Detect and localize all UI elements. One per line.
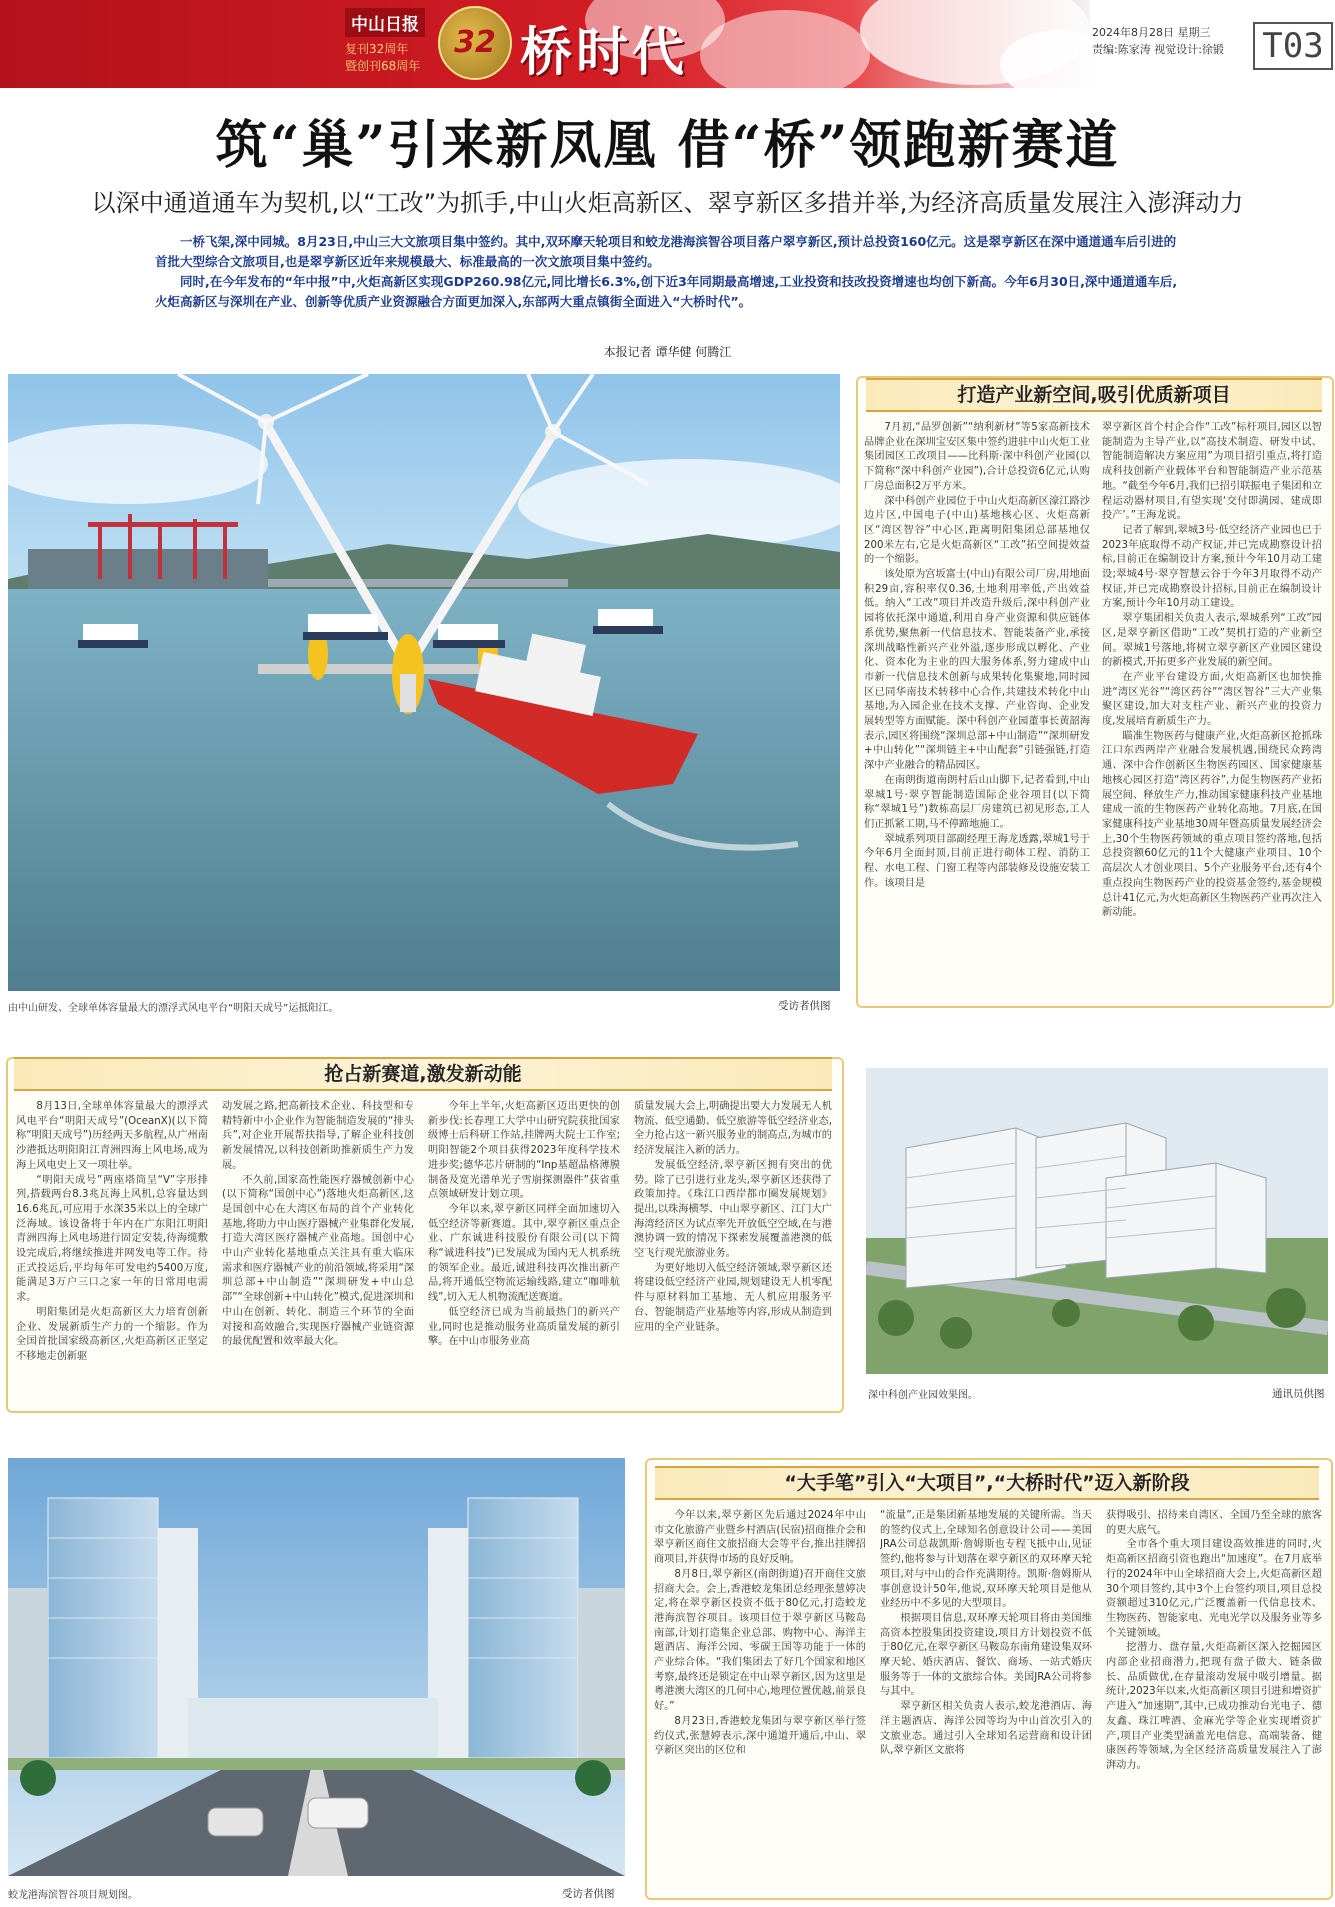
paragraph: 根据项目信息,双环摩天轮项目将由美国维高资本控股集团投资建设,项目方计划投资不低于80亿元,在翠亨新区马鞍岛东南角建设集双环摩天轮、婚庆酒店、餐饮、商场、一站式婚庆服务等于一体的文旅综合体。美国JRA公司将参与其中。 [880, 1612, 1092, 1698]
anniversary-logo [438, 6, 512, 80]
park-photo-credit: 通讯员供图 [1272, 1388, 1325, 1400]
lead-paragraph-1: 一桥飞架,深中同城。8月23日,中山三大文旅项目集中签约。其中,双环摩天轮项目和蛟龙港海滨智谷项目落户翠亨新区,预计总投资160亿元。这是翠亨新区在深中通道通车后引进的首批大型综合文旅项目,也是翠亨新区近年来规模最大、标准最高的一次文旅项目集中签约。 [155, 234, 1177, 269]
paragraph: 8月23日,香港蛟龙集团与翠亨新区举行签约仪式,张慧婷表示,深中通道开通后,中山、翠亨新区突出的区位和 [654, 1715, 866, 1757]
editor-credits: 责编:陈家涛 视觉设计:徐锻 [1092, 43, 1224, 56]
paragraph: 今年上半年,火炬高新区迈出更快的创新步伐:长春理工大学中山研究院获批国家级博士后科研工作站,挂牌两大院士工作室;明阳智能2个项目获得2023年度科学技术进步奖;德华芯片研制的“Inp基超晶格薄膜制备及宽光谱单光子雪崩探测器件”获省重点领域研发计划立项。 [428, 1101, 620, 1201]
paragraph: 今年以来,翠亨新区同样全面加速切入低空经济等新赛道。其中,翠亨新区重点企业、广东诚进科技股份有限公司(以下简称“诚进科技”)已发展成为国内无人机系统的领军企业。最近,诚进科技再次推出新产品,将开通低空物流运输线路,建立“咖啡航线”,切入无人机物流配送赛道。 [428, 1203, 620, 1304]
paragraph: 记者了解到,翠城3号·低空经济产业园也已于2023年底取得不动产权证,并已完成勘察设计招标,目前正在编制设计方案,预计今年10月动工建设;翠城4号·翠亨智慧云谷于今年3月取得不动产权证,并已完成勘察设计招标,目前正在编制设计方案,预计今年10月动工建设。 [1102, 524, 1322, 610]
paragraph: 8月8日,翠亨新区(南朗街道)召开商住文旅招商大会。会上,香港蛟龙集团总经理张慧婷决定,将在翠亨新区投资不低于80亿元,打造蛟龙港海滨智谷项目。该项目位于翠亨新区马鞍岛南部,计划打造集企业总部、购物中心、海洋主题酒店、海洋公园、零碳王国等功能于一体的产业综合体。“我们集团去了好几个国家和地区考察,最终还是锁定在中山翠亨新区,因为这里是粤港澳大湾区的几何中心,地理位置优越,前景良好。” [654, 1568, 866, 1713]
paragraph: 在产业平台建设方面,火炬高新区也加快推进“湾区光谷”“湾区药谷”“湾区智谷”三大产业集聚区建设,加大对支柱产业、新兴产业的投资力度,发展培育新质生产力。 [1102, 671, 1322, 728]
headline: 筑“巢”引来新凤凰 借“桥”领跑新赛道 [215, 115, 1120, 176]
paragraph: 今年以来,翠亨新区先后通过2024年中山市文化旅游产业暨乡村酒店(民宿)招商推介会和翠亨新区商住文旅招商大会等平台,推出挂牌招商项目,并获得市场的良好反响。 [654, 1510, 866, 1566]
paragraph: 低空经济已成为当前最热门的新兴产业,同时也是推动服务业高质量发展的新引擎。在中山市服务业高 [428, 1306, 620, 1348]
section-1-column-1 [864, 421, 1090, 1001]
paragraph: 翠亨新区相关负责人表示,蛟龙港酒店、海洋主题酒店、海洋公园等均为中山首次引入的文旅业态。通过引入全球知名运营商和设计团队,翠亨新区文旅将 [880, 1701, 1092, 1757]
harbor-photo-caption: 蛟龙港海滨智谷项目规划图。 [8, 1890, 138, 1901]
lead-paragraph [155, 232, 1180, 312]
paragraph: “明阳天成号”两座塔筒呈“V”字形排列,搭载两台8.3兆瓦海上风机,总容量达到16.6兆瓦,可应用于水深35米以上的全球广泛海域。该设备将于年内在广东阳江明阳青洲四海上风电场进行固定安装,待海缆敷设完成后,将继续推进并网发电等工作。待正式投运后,平均每年可发电约5400万度,能满足3万户三口之家一年的日常用电需求。 [16, 1174, 208, 1304]
paragraph: 深中科创产业园位于中山火炬高新区濠江路沙边片区,中国电子(中山)基地核心区、火炬高新区“湾区智谷”中心区,距离明阳集团总部基地仅200米左右,它是火炬高新区“工改”拓空间提效益的一个缩影。 [864, 495, 1090, 566]
anniversary-logo-number: 32 [454, 25, 496, 60]
section-1-column-2 [1102, 421, 1322, 1001]
paragraph: 为更好地切入低空经济领域,翠亨新区还将建设低空经济产业园,规划建设无人机零配件与原材料加工基地、无人机应用服务平台、智能制造产业基地等内容,形成从制造到应用的全产业链条。 [634, 1262, 832, 1333]
section-title: 桥时代 [520, 22, 689, 83]
paragraph: 7月初,“品罗创新”“纳利新材”等5家高新技术品牌企业在深圳宝安区集中签约进驻中山火炬工业集团园区工改项目——比科斯·深中科创产业园(以下简称“深中科创产业园”),合计总投资6亿元,认购厂房总面积2万平方米。 [864, 422, 1090, 492]
wind-platform-photo [8, 374, 840, 991]
park-rendering-photo [866, 1068, 1328, 1374]
section-3-column-3 [1106, 1509, 1322, 1891]
wind-photo-caption: 由中山研发、全球单体容量最大的漂浮式风电平台“明阳天成号”运抵阳江。 [8, 1003, 339, 1014]
paragraph: 不久前,国家高性能医疗器械创新中心(以下简称“国创中心”)落地火炬高新区,这是国创中心在大湾区布局的首个产业转化基地,将助力中山医疗器械产业集群化发展,打造大湾区医疗器械产业高地。国创中心中山产业转化基地重点关注具有重大临床需求和医疗器械产业的前沿领域,将采用“深圳总部+中山制造”“深圳研发+中山总部”“全球创新+中山转化”模式,促进深圳和中山在创新、转化、制造三个环节的全面对接和高效融合,实现医疗器械产业链资源的最优配置和效率最大化。 [222, 1174, 414, 1348]
section-3-title: “大手笔”引入“大项目”,“大桥时代”迈入新阶段 [655, 1466, 1319, 1500]
paragraph: 8月13日,全球单体容量最大的漂浮式风电平台“明阳天成号”(OceanX)(以下简称“明阳天成号”)历经两天多航程,从广州南沙港抵达明阳阳江青洲四海上风电场,成为海上风电史上又一项壮举。 [16, 1101, 208, 1171]
paragraph: 瞄准生物医药与健康产业,火炬高新区抢抓珠江口东西两岸产业融合发展机遇,围绕民众跨湾通、深中合作创新区生物医药园区、国家健康基地核心园区打造“湾区药谷”,力促生物医药产业拓展空间、释放生产力,推动国家健康科技产业基地建成一流的生物医药产业转化高地。7月底,在国家健康科技产业基地30周年暨高质量发展经济会上,30个生物医药领域的重点项目签约落地,包括总投资额60亿元的11个大健康产业项目、10个高层次人才创业项目、5个产业服务平台,还有4个重点投向生物医药产业的投资基金签约,基金规模总计41亿元,为火炬高新区生物医药产业再次注入新动能。 [1102, 730, 1322, 919]
paragraph: 全市各个重大项目建设高效推进的同时,火炬高新区招商引资也跑出“加速度”。在7月底举行的2024年中山全球招商大会上,火炬高新区超30个项目签约,其中3个上台签约项目,项目总投资额超过310亿元,广泛覆盖新一代信息技术、生物医药、智能家电、光电光学以及服务业等多个关键领域。 [1106, 1539, 1322, 1639]
paragraph: 翠亨集团相关负责人表示,翠城系列“工改”园区,是翠亨新区借助“工改”契机打造的产业新空间。翠城1号落地,将树立翠亨新区产业园区建设的新模式,开拓更多产业发展的新空间。 [1102, 613, 1322, 669]
paper-logo [345, 8, 440, 80]
paragraph: 在南朗街道南朗村后山山脚下,记者看到,中山翠城1号·翠亨智能制造国际企业谷项目(以下简称“翠城1号”)数栋高层厂房建筑已初见形态,工人们正抓紧工期,马不停蹄地施工。 [864, 774, 1090, 830]
paragraph: 明阳集团是火炬高新区大力培育创新企业、发展新质生产力的一个缩影。作为全国首批国家级高新区,火炬高新区正坚定不移地走创新驱 [16, 1306, 208, 1362]
section-1-title: 打造产业新空间,吸引优质新项目 [866, 378, 1322, 412]
lead-paragraph-2: 同时,在今年发布的“年中报”中,火炬高新区实现GDP260.98亿元,同比增长6.3%,创下近3年同期最高增速,工业投资和技改投资增速也均创下新高。今年6月30日,深中通道通车后,火炬高新区与深圳在产业、创新等优质产业资源融合方面更加深入,东部两大重点镇街全面进入“大桥时代”。 [155, 274, 1178, 309]
section-2-column-1 [16, 1100, 208, 1400]
paragraph: 翠城系列项目部副经理王海龙透露,翠城1号于今年6月全面封顶,目前正进行砌体工程、消防工程、水电工程、门窗工程等内部装修及设施安装工作。该项目是 [864, 833, 1090, 889]
byline: 本报记者 谭华健 何腾江 [603, 345, 732, 359]
park-photo-caption: 深中科创产业园效果图。 [868, 1390, 978, 1401]
wind-platform-illustration [8, 374, 840, 991]
paper-name: 中山日报 [345, 8, 425, 37]
section-3-column-2 [880, 1509, 1092, 1891]
paragraph: 获得吸引、招待来自湾区、全国乃至全球的旅客的更大底气。 [1106, 1510, 1322, 1536]
header-meta [1092, 24, 1224, 58]
paragraph: 质量发展大会上,明确提出要大力发展无人机物流、低空通勤、低空旅游等低空经济业态,全力抢占这一新兴服务业的制高点,为城市的经济发展注入新的活力。 [634, 1101, 832, 1157]
subheadline: 以深中通道通车为契机,以“工改”为抓手,中山火炬高新区、翠亨新区多措并举,为经济高质量发展注入澎湃动力 [91, 189, 1244, 217]
section-3-column-1 [654, 1509, 866, 1891]
section-2-title: 抢占新赛道,激发新动能 [14, 1057, 832, 1091]
paragraph: 该处原为宫坂富士(中山)有限公司厂房,用地面积29亩,容积率仅0.36,土地利用率低,产出效益低。纳入“工改”项目并改造升级后,深中科创产业园将依托深中通道,利用自身产业资源和供应链体系优势,聚焦新一代信息技术、智能装备产业,承接深圳战略性新兴产业外溢,逐步形成以孵化、产业化、资本化为主业的四大服务体系,努力建成中山市新一代信息技术创新与成果转化集聚地,同时园区已同华南技术转移中心合作,共建技术转化中山基地,为入园企业在技术支撑、产业咨询、企业发展转型等方面赋能。深中科创产业园董事长黄韶海表示,园区将围绕“深圳总部+中山制造”“深圳研发+中山转化”“深圳链主+中山配套”引链强链,打造深中产业融合的精品园区。 [864, 569, 1090, 772]
paragraph: 挖潜力、盘存量,火炬高新区深入挖掘园区内部企业招商潜力,把现有盘子做大、链条做长、品质做优,在存量滚动发展中吸引增量。据统计,2023年以来,火炬高新区项目引进和增资扩产进入“加速期”,其中,已成功推动台光电子、德友鑫、珠江啤酒、金麻光学等企业实现增资扩产,项目产业类型涵盖光电信息、高端装备、健康医药等领域,为全区经济高质量发展注入了澎湃动力。 [1106, 1642, 1322, 1771]
paragraph: 动发展之路,把高新技术企业、科技型和专精特新中小企业作为智能制造发展的“排头兵”,对企业开展帮扶指导,了解企业科技创新发展情况,以科技创新助推新质生产力发展。 [222, 1101, 414, 1171]
park-rendering-illustration [866, 1068, 1328, 1374]
section-2-column-3 [428, 1100, 620, 1400]
anniversary-line2: 暨创刊68周年 [345, 59, 421, 73]
page-number: T03 [1253, 22, 1333, 70]
wind-photo-credit: 受访者供图 [778, 1000, 831, 1012]
paragraph: 翠亨新区首个村企合作“工改”标杆项目,园区以智能制造为主导产业,以“高技术制造、研发中试、智能制造解决方案应用”为项目招引重点,将打造成科技创新产业载体平台和智能制造产业示范基地。“截至今年6月,我们已招引联振电子集团和立程运动器材项目,有望实现‘交付即满园、建成即投产’。”王海龙说。 [1102, 422, 1322, 522]
harbor-photo-credit: 受访者供图 [562, 1888, 615, 1900]
harbor-rendering-illustration [8, 1458, 625, 1876]
paragraph: 发展低空经济,翠亨新区拥有突出的优势。除了已引进行业龙头,翠亨新区还获得了政策加持。《珠江口西岸都市圈发展规划》提出,以珠海横琴、中山翠亨新区、江门大广海湾经济区为试点率先开放低空空域,在与港澳协调一致的情况下探索发展覆盖港澳的低空飞行观光旅游业务。 [634, 1159, 832, 1260]
section-2-column-4 [634, 1100, 832, 1400]
issue-date: 2024年8月28日 星期三 [1092, 26, 1211, 39]
section-2-column-2 [222, 1100, 414, 1400]
harbor-rendering-photo [8, 1458, 625, 1876]
paragraph: “流量”,正是集团新基地发展的关键所需。当天的签约仪式上,全球知名创意设计公司——美国JRA公司总裁凯斯·詹姆斯也专程飞抵中山,见证签约,他将参与计划落在翠亨新区的双环摩天轮项目,对与中山的合作充满期待。凯斯·詹姆斯从事创意设计50年,他说,双环摩天轮项目是他从业经历中不多见的大型项目。 [880, 1510, 1092, 1610]
anniversary-line1: 复刊32周年 [345, 42, 409, 56]
